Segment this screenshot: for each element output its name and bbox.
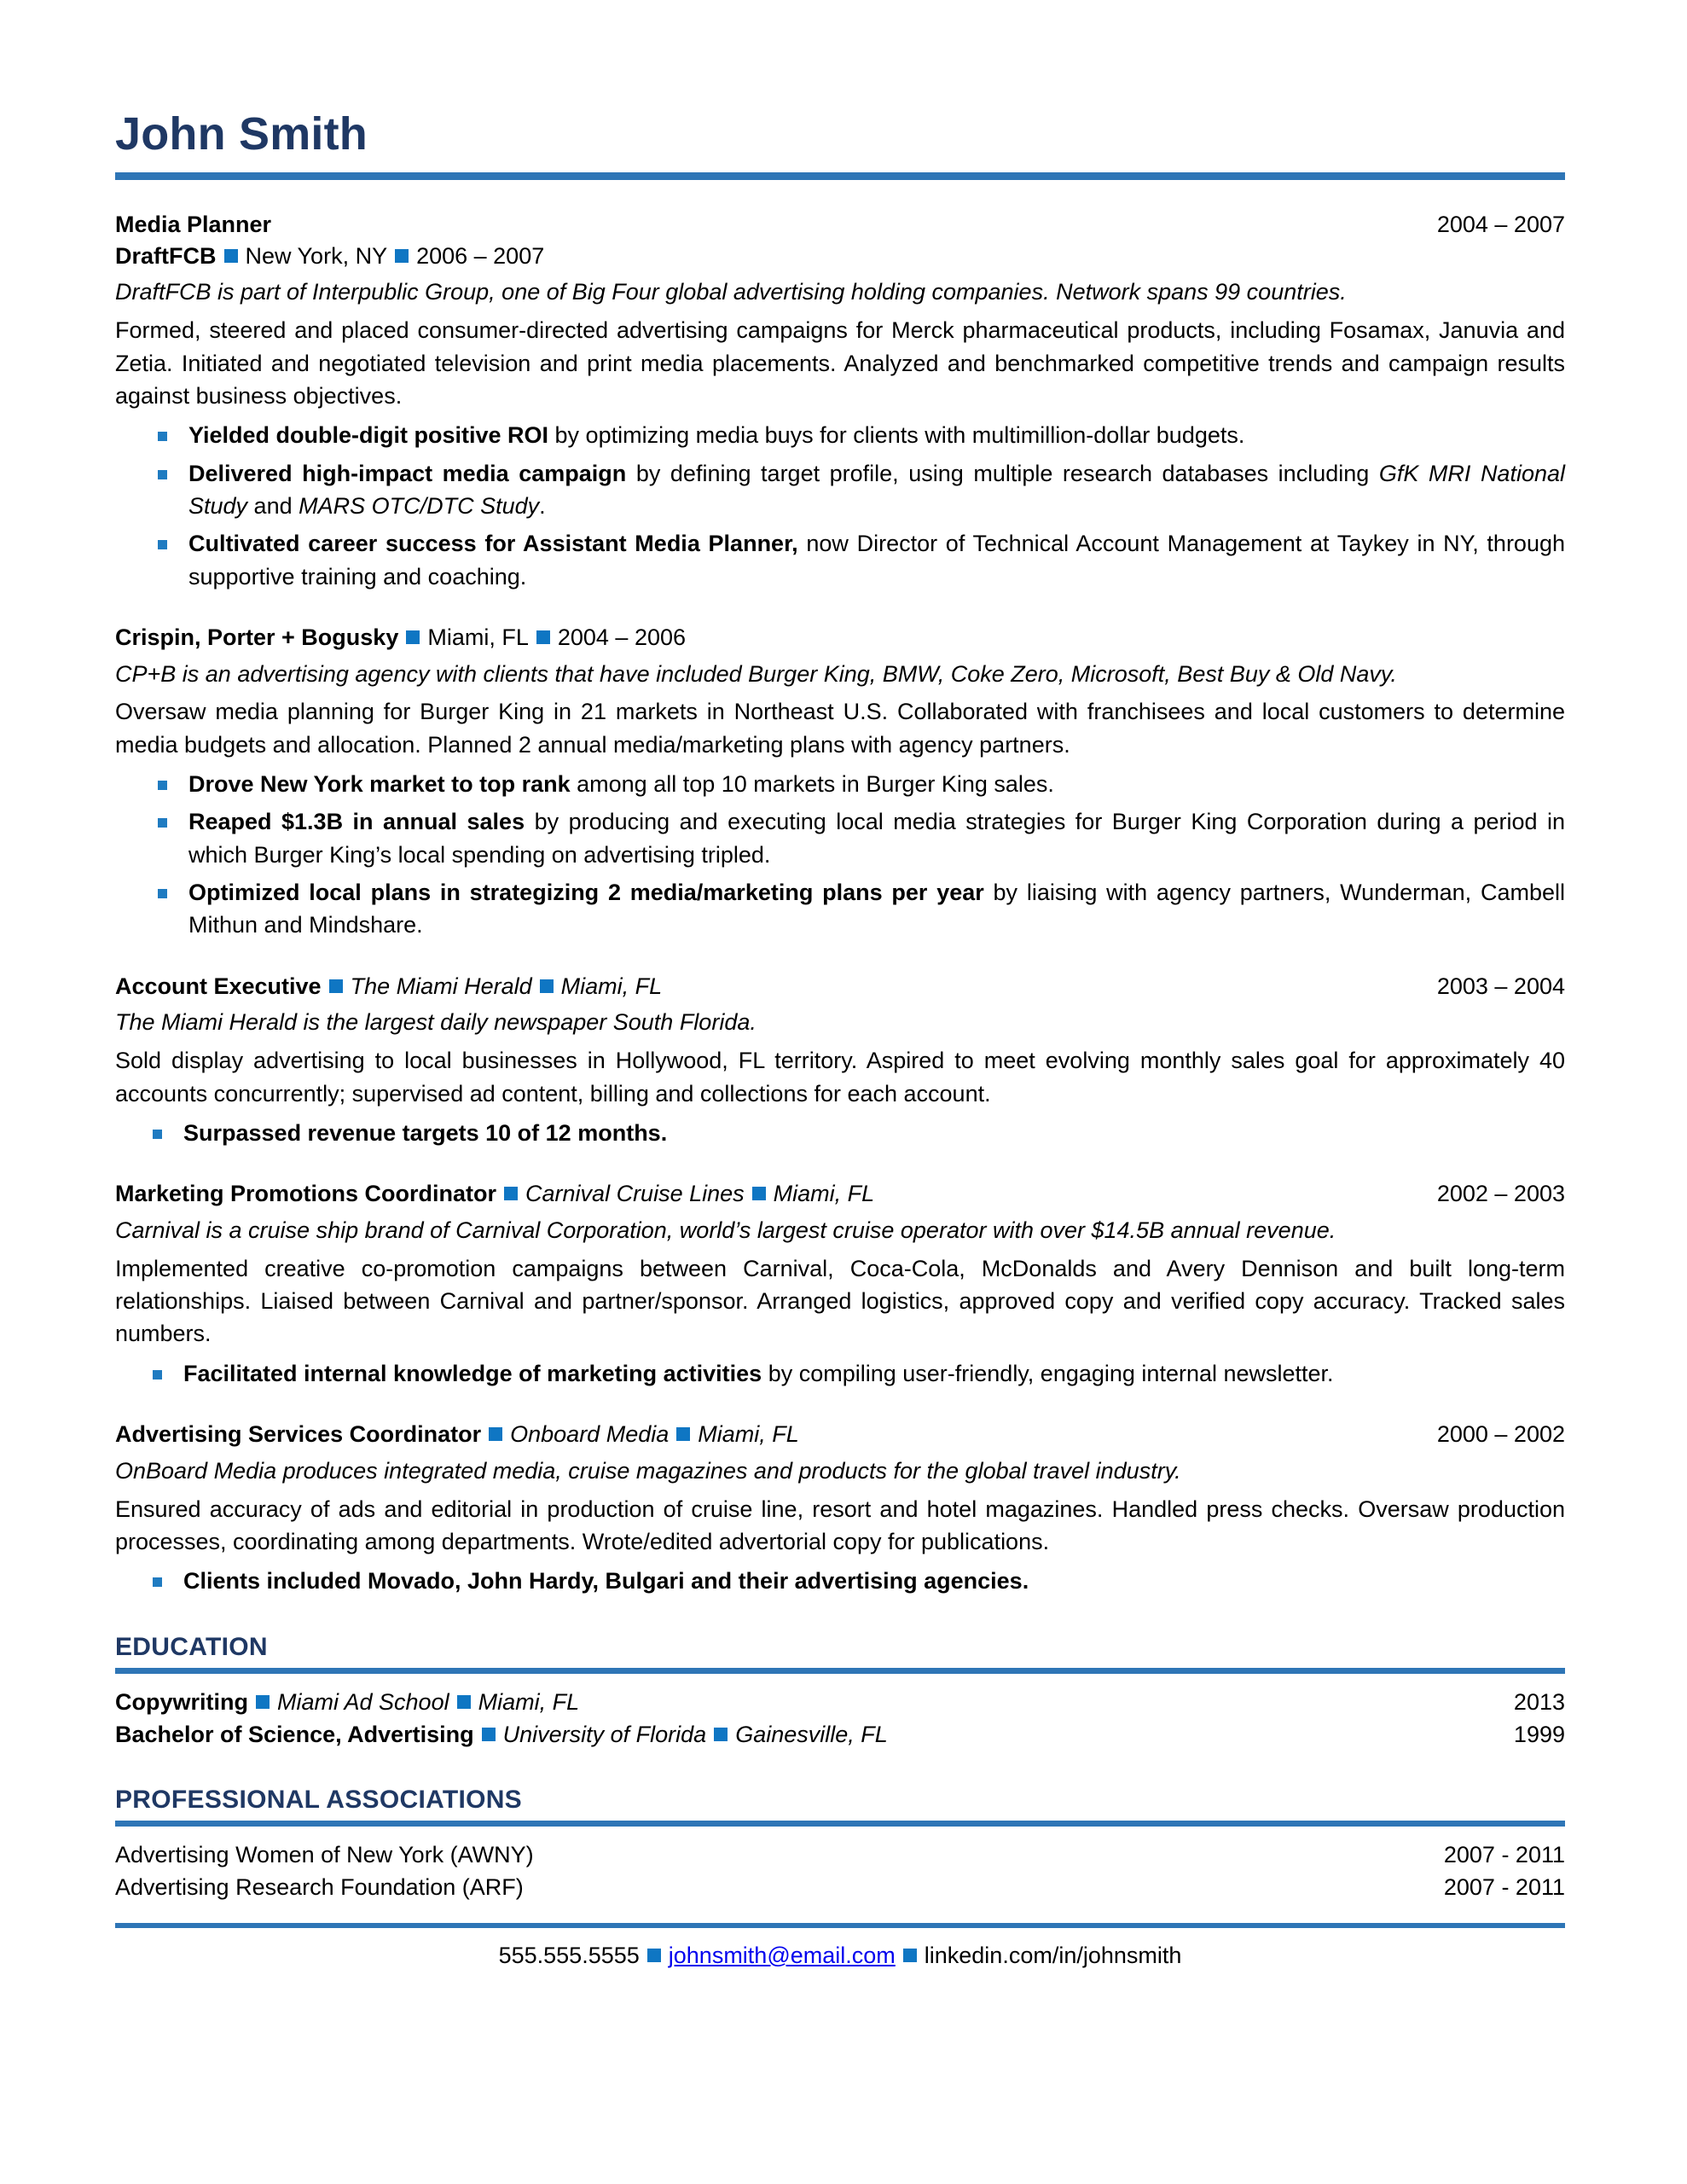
list-item: [115, 876, 1565, 942]
achievement-rest: by defining target profile, using multiple research databases including: [626, 460, 1379, 486]
achievement-lead: Clients included Movado, John Hardy, Bulgari and their advertising agencies.: [183, 1568, 1029, 1594]
achievement-mid: and: [247, 492, 299, 519]
job-achievements-list: [115, 768, 1565, 942]
square-separator-icon: [256, 1695, 270, 1709]
job-org-line: [115, 1178, 1417, 1210]
achievement-lead: Cultivated career success for Assistant Media Planner,: [188, 531, 798, 557]
experience-entry-miami-herald: [115, 971, 1565, 1150]
achievement-italic-b: MARS OTC/DTC Study: [299, 492, 540, 519]
company-location: Miami, FL: [698, 1421, 799, 1447]
job-dates: 2003 – 2004: [1436, 973, 1565, 999]
experience-entry-draftfcb: [115, 209, 1565, 593]
square-bullet-icon: [158, 540, 167, 549]
achievement-lead: Drove New York market to top rank: [188, 771, 571, 798]
job-org-line: [115, 1419, 1417, 1450]
list-item: [115, 419, 1565, 451]
company-name: Crispin, Porter + Bogusky: [115, 624, 399, 650]
association-name: Advertising Research Foundation (ARF): [115, 1874, 524, 1901]
square-bullet-icon: [158, 432, 167, 441]
list-item: [115, 457, 1565, 523]
list-item: [115, 1565, 1565, 1597]
square-separator-icon: [395, 249, 409, 263]
school-name: University of Florida: [502, 1721, 707, 1747]
job-title: Advertising Services Coordinator: [115, 1421, 482, 1447]
square-separator-icon: [329, 979, 343, 993]
company-name: DraftFCB: [115, 242, 217, 269]
achievement-rest: by producing and executing local media strategies for Burger King Corporation during a period in which Burger King’s local spending on advertising tripled.: [188, 809, 1565, 868]
school-location: Miami, FL: [478, 1688, 580, 1715]
square-separator-icon: [457, 1695, 471, 1709]
achievement-lead: Surpassed revenue targets 10 of 12 months.: [183, 1119, 668, 1146]
education-item: [115, 1686, 1565, 1718]
job-description: Sold display advertising to local businesses in Hollywood, FL territory. Aspired to meet evolving monthly sales goal for approximately 40 accounts concurrently; supervised ad content, billing and collections for each account.: [115, 1048, 1565, 1107]
job-title: Marketing Promotions Coordinator: [115, 1181, 497, 1207]
job-achievements-list: [115, 1357, 1565, 1390]
linkedin-url: linkedin.com/in/johnsmith: [924, 1942, 1182, 1968]
square-bullet-icon: [158, 470, 167, 479]
job-description: Ensured accuracy of ads and editorial in production of cruise line, resort and hotel magazines. Handled press checks. Oversaw production processes, coordinating among departments. Wrote/edited advertorial copy for publications.: [115, 1496, 1565, 1554]
square-separator-icon: [540, 979, 554, 993]
achievement-lead: Delivered high-impact media campaign: [188, 460, 627, 486]
job-description: Formed, steered and placed consumer-directed advertising campaigns for Merck pharmaceutical products, including Fosamax, Januvia and Zetia. Initiated and negotiated television and print media placements. Analyzed and benchmarked competitive trends and campaign results against business objectives.: [115, 317, 1565, 409]
job-dates: 2004 – 2007: [1436, 212, 1565, 237]
company-name: Onboard Media: [510, 1421, 670, 1447]
company-location: Miami, FL: [427, 624, 529, 650]
company-blurb: OnBoard Media produces integrated media, cruise magazines and products for the global travel industry.: [115, 1457, 1181, 1484]
education-year: 1999: [1513, 1721, 1565, 1747]
square-separator-icon: [504, 1187, 518, 1200]
job-achievements-list: [115, 419, 1565, 593]
experience-entry-onboard-media: [115, 1419, 1565, 1598]
company-location: Miami, FL: [560, 973, 663, 999]
square-separator-icon: [676, 1427, 690, 1441]
phone-number: 555.555.5555: [498, 1942, 640, 1968]
experience-entry-carnival: [115, 1178, 1565, 1390]
job-dates: 2000 – 2002: [1436, 1421, 1565, 1447]
square-separator-icon: [406, 630, 420, 644]
achievement-rest: among all top 10 markets in Burger King sales.: [570, 771, 1054, 798]
square-separator-icon: [536, 630, 550, 644]
list-item: [115, 527, 1565, 593]
degree-name: Bachelor of Science, Advertising: [115, 1721, 474, 1747]
company-blurb: DraftFCB is part of Interpublic Group, one of Big Four global advertising holding companies. Network spans 99 countries.: [115, 279, 1347, 305]
education-detail: [115, 1686, 579, 1718]
square-bullet-icon: [158, 818, 167, 828]
job-achievements-list: [115, 1565, 1565, 1597]
achievement-lead: Optimized local plans in strategizing 2 media/marketing plans per year: [188, 880, 984, 906]
page-title: John Smith: [115, 108, 368, 160]
square-separator-icon: [482, 1728, 496, 1741]
association-years: 2007 - 2011: [1443, 1874, 1565, 1901]
experience-entry-cpb: [115, 622, 1565, 942]
square-separator-icon: [489, 1427, 502, 1441]
job-title-row: [115, 209, 1565, 241]
header-divider: [115, 172, 1565, 180]
achievement-tail: .: [539, 492, 546, 519]
education-detail: [115, 1718, 888, 1751]
job-org-line: [115, 241, 1565, 272]
achievement-rest: by compiling user-friendly, engaging internal newsletter.: [762, 1360, 1334, 1386]
school-location: Gainesville, FL: [735, 1721, 888, 1747]
job-title-row: [115, 1419, 1565, 1450]
association-item: [115, 1838, 1565, 1871]
achievement-rest: by liaising with agency partners, Wunderman, Cambell Mithun and Mindshare.: [188, 880, 1565, 938]
job-description: Implemented creative co-promotion campaigns between Carnival, Coca-Cola, McDonalds and Avery Dennison and built long-term relationships. Liaised between Carnival and partner/sponsor. Arranged logistics, approved copy and verified copy accuracy. Tracked sales numbers.: [115, 1255, 1565, 1347]
education-year: 2013: [1513, 1688, 1565, 1715]
job-dates: 2002 – 2003: [1436, 1181, 1565, 1207]
email-link[interactable]: johnsmith@email.com: [668, 1942, 896, 1968]
square-separator-icon: [224, 249, 238, 263]
company-name: The Miami Herald: [350, 973, 532, 999]
company-blurb: The Miami Herald is the largest daily newspaper South Florida.: [115, 1009, 757, 1036]
degree-name: Copywriting: [115, 1688, 248, 1715]
company-blurb: Carnival is a cruise ship brand of Carnival Corporation, world’s largest cruise operator with over $14.5B annual revenue.: [115, 1217, 1336, 1243]
square-separator-icon: [903, 1949, 917, 1962]
job-title-row: [115, 1178, 1565, 1210]
school-name: Miami Ad School: [277, 1688, 449, 1715]
education-item: [115, 1718, 1565, 1751]
job-title-row: [115, 971, 1565, 1002]
square-separator-icon: [752, 1187, 766, 1200]
company-dates: 2006 – 2007: [416, 242, 545, 269]
job-org-line: [115, 971, 1417, 1002]
achievement-lead: Reaped $1.3B in annual sales: [188, 809, 525, 835]
list-item: [115, 768, 1565, 800]
section-heading-associations: PROFESSIONAL ASSOCIATIONS: [115, 1786, 522, 1815]
contact-footer: [115, 1940, 1565, 1972]
association-item: [115, 1871, 1565, 1903]
achievement-italic-a: GfK MRI National Study: [188, 460, 1565, 519]
achievement-rest: now Director of Technical Account Management at Taykey in NY, through supportive training and coaching.: [188, 531, 1566, 590]
section-heading-education: EDUCATION: [115, 1632, 268, 1661]
square-bullet-icon: [158, 889, 167, 898]
job-title: Media Planner: [115, 212, 272, 237]
square-bullet-icon: [153, 1130, 162, 1139]
achievement-lead: Yielded double-digit positive ROI: [188, 422, 549, 449]
section-divider: [115, 1668, 1565, 1674]
association-name: Advertising Women of New York (AWNY): [115, 1842, 534, 1868]
company-location: Miami, FL: [773, 1181, 875, 1207]
company-blurb: CP+B is an advertising agency with clients that have included Burger King, BMW, Coke Zero, Microsoft, Best Buy & Old Navy.: [115, 660, 1397, 687]
association-years: 2007 - 2011: [1443, 1842, 1565, 1868]
job-description: Oversaw media planning for Burger King in 21 markets in Northeast U.S. Collaborated with franchisees and local customers to determine media budgets and allocation. Planned 2 annual media/marketing plans with agency partners.: [115, 699, 1565, 758]
job-title: Account Executive: [115, 973, 322, 999]
achievement-rest: by optimizing media buys for clients with multimillion-dollar budgets.: [548, 422, 1245, 449]
square-separator-icon: [714, 1728, 728, 1741]
footer-divider: [115, 1923, 1565, 1928]
company-name: Carnival Cruise Lines: [525, 1181, 745, 1207]
company-location: New York, NY: [245, 242, 388, 269]
square-separator-icon: [647, 1949, 661, 1962]
list-item: [115, 1117, 1565, 1149]
square-bullet-icon: [158, 781, 167, 790]
job-achievements-list: [115, 1117, 1565, 1149]
square-bullet-icon: [153, 1577, 162, 1587]
job-org-line: [115, 622, 1565, 653]
list-item: [115, 1357, 1565, 1390]
section-divider: [115, 1821, 1565, 1827]
square-bullet-icon: [153, 1370, 162, 1380]
company-dates: 2004 – 2006: [557, 624, 687, 650]
achievement-lead: Facilitated internal knowledge of marketing activities: [183, 1360, 762, 1386]
list-item: [115, 805, 1565, 871]
